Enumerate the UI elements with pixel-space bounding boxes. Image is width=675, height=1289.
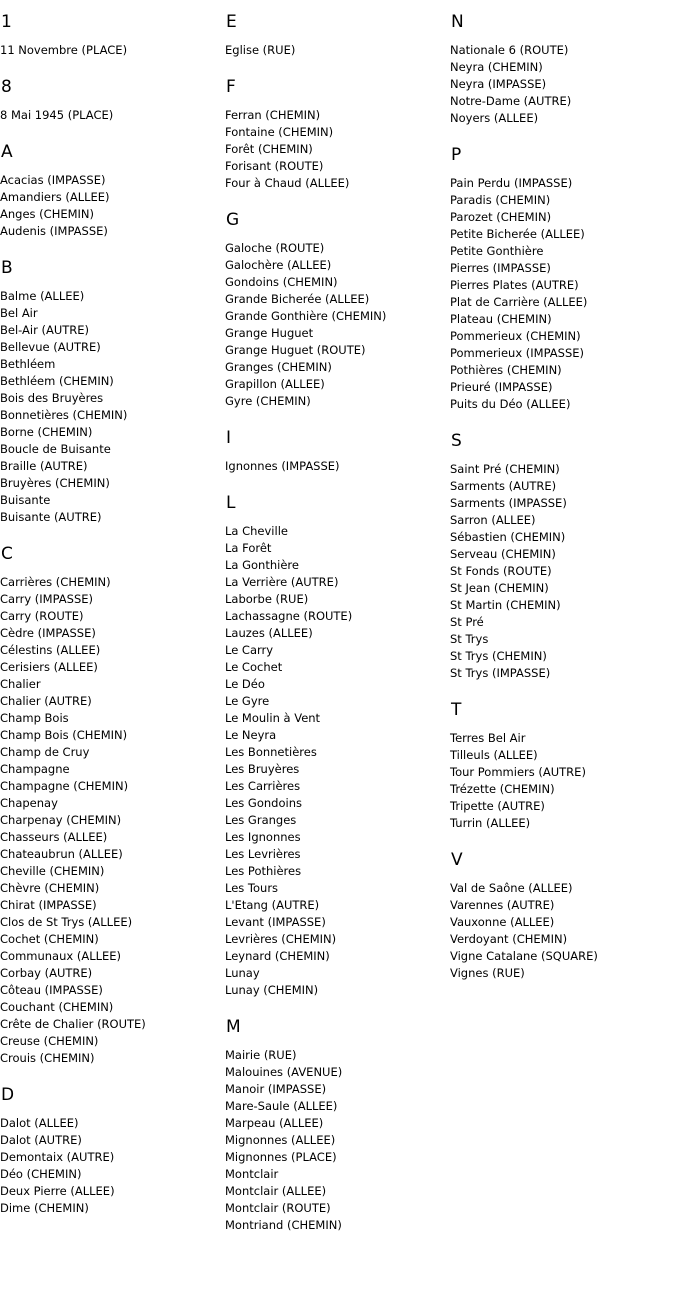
street-item: Bruyères (CHEMIN)	[0, 476, 110, 490]
street-list	[450, 42, 674, 127]
street-list	[0, 172, 224, 240]
street-item: Bois des Bruyères	[0, 391, 104, 405]
street-item: Mare-Saule (ALLEE)	[225, 1099, 338, 1113]
street-item: Carry (ROUTE)	[0, 609, 84, 623]
street-item: Manoir (IMPASSE)	[225, 1082, 327, 1096]
street-item: Pierres (IMPASSE)	[450, 261, 551, 275]
letter-section	[225, 77, 449, 192]
street-item: Bonnetières (CHEMIN)	[0, 408, 128, 422]
letter-section	[225, 12, 449, 59]
street-item: Pothières (CHEMIN)	[450, 363, 562, 377]
section-letter: E	[226, 12, 237, 32]
street-item: Braille (AUTRE)	[0, 459, 88, 473]
street-item: Fontaine (CHEMIN)	[225, 125, 334, 139]
street-item: Les Bruyères	[225, 762, 300, 776]
letter-section	[225, 1017, 449, 1234]
street-item: Dalot (ALLEE)	[0, 1116, 79, 1130]
street-item: Creuse (CHEMIN)	[0, 1034, 99, 1048]
street-item: Forisant (ROUTE)	[225, 159, 324, 173]
street-item: Audenis (IMPASSE)	[0, 224, 108, 238]
street-item: Parozet (CHEMIN)	[450, 210, 552, 224]
street-item: St Trys (CHEMIN)	[450, 649, 547, 663]
street-item: Les Granges	[225, 813, 297, 827]
street-item: Trézette (CHEMIN)	[450, 782, 555, 796]
section-letter: C	[1, 544, 13, 564]
street-item: Les Carrières	[225, 779, 301, 793]
street-item: Côteau (IMPASSE)	[0, 983, 103, 997]
street-item: Le Neyra	[225, 728, 277, 742]
street-list	[0, 107, 224, 124]
street-item: Amandiers (ALLEE)	[0, 190, 110, 204]
street-item: Deux Pierre (ALLEE)	[0, 1184, 115, 1198]
street-item: Boucle de Buisante	[0, 442, 111, 456]
street-item: Petite Bicherée (ALLEE)	[450, 227, 585, 241]
street-item: 8 Mai 1945 (PLACE)	[0, 108, 114, 122]
street-item: Champagne (CHEMIN)	[0, 779, 129, 793]
street-item: La Forêt	[225, 541, 272, 555]
street-item: Célestins (ALLEE)	[0, 643, 101, 657]
section-letter: D	[1, 1085, 15, 1105]
letter-section	[0, 544, 224, 1067]
street-item: Chapenay	[0, 796, 58, 810]
letter-section	[0, 77, 224, 124]
letter-section	[450, 12, 674, 127]
street-item: Nationale 6 (ROUTE)	[450, 43, 569, 57]
street-list	[450, 461, 674, 682]
street-item: Ferran (CHEMIN)	[225, 108, 321, 122]
street-item: Bellevue (AUTRE)	[0, 340, 101, 354]
street-item: Le Déo	[225, 677, 265, 691]
street-item: St Trys (IMPASSE)	[450, 666, 551, 680]
street-item: Carry (IMPASSE)	[0, 592, 94, 606]
section-letter: V	[451, 850, 463, 870]
section-letter: I	[226, 428, 232, 448]
street-item: Bethléem	[0, 357, 56, 371]
street-item: Laborbe (RUE)	[225, 592, 309, 606]
street-item: Carrières (CHEMIN)	[0, 575, 111, 589]
street-item: Four à Chaud (ALLEE)	[225, 176, 350, 190]
street-item: St Martin (CHEMIN)	[450, 598, 561, 612]
section-letter: 8	[1, 77, 12, 97]
street-item: St Trys	[450, 632, 489, 646]
street-item: Buisante (AUTRE)	[0, 510, 102, 524]
street-item: Le Moulin à Vent	[225, 711, 321, 725]
street-item: Crête de Chalier (ROUTE)	[0, 1017, 146, 1031]
section-letter: T	[451, 700, 462, 720]
street-item: Pierres Plates (AUTRE)	[450, 278, 579, 292]
street-item: Montclair (ALLEE)	[225, 1184, 327, 1198]
street-list	[0, 42, 224, 59]
street-item: Levant (IMPASSE)	[225, 915, 326, 929]
street-item: Mairie (RUE)	[225, 1048, 297, 1062]
street-item: Paradis (CHEMIN)	[450, 193, 551, 207]
section-letter: F	[226, 77, 236, 97]
street-item: Lunay (CHEMIN)	[225, 983, 319, 997]
street-item: Cèdre (IMPASSE)	[0, 626, 96, 640]
street-item: Pommerieux (CHEMIN)	[450, 329, 581, 343]
letter-section	[0, 1085, 224, 1217]
index-column-3	[450, 0, 674, 1000]
letter-section	[225, 428, 449, 475]
street-item: Turrin (ALLEE)	[450, 816, 531, 830]
street-item: Chateaubrun (ALLEE)	[0, 847, 123, 861]
street-item: Pain Perdu (IMPASSE)	[450, 176, 573, 190]
street-item: Granges (CHEMIN)	[225, 360, 332, 374]
street-item: Galochère (ALLEE)	[225, 258, 332, 272]
street-item: Tour Pommiers (AUTRE)	[450, 765, 586, 779]
street-item: Le Cochet	[225, 660, 283, 674]
section-letter: M	[226, 1017, 241, 1037]
street-item: Clos de St Trys (ALLEE)	[0, 915, 133, 929]
letter-section	[450, 145, 674, 413]
street-item: Champagne	[0, 762, 70, 776]
street-item: Serveau (CHEMIN)	[450, 547, 556, 561]
street-item: Verdoyant (CHEMIN)	[450, 932, 568, 946]
street-item: Bel-Air (AUTRE)	[0, 323, 90, 337]
street-list	[225, 42, 449, 59]
section-letter: 1	[1, 12, 12, 32]
letter-section	[450, 700, 674, 832]
street-item: St Jean (CHEMIN)	[450, 581, 549, 595]
street-item: Notre-Dame (AUTRE)	[450, 94, 572, 108]
street-item: Bel Air	[0, 306, 38, 320]
street-item: Lauzes (ALLEE)	[225, 626, 313, 640]
street-item: Gondoins (CHEMIN)	[225, 275, 338, 289]
street-item: Bethléem (CHEMIN)	[0, 374, 114, 388]
street-item: Borne (CHEMIN)	[0, 425, 93, 439]
street-item: Les Levrières	[225, 847, 301, 861]
section-letter: N	[451, 12, 464, 32]
street-item: Petite Gonthière	[450, 244, 544, 258]
street-item: Galoche (ROUTE)	[225, 241, 325, 255]
street-item: Noyers (ALLEE)	[450, 111, 539, 125]
letter-section	[225, 493, 449, 999]
street-item: Les Pothières	[225, 864, 302, 878]
street-item: Les Gondoins	[225, 796, 302, 810]
street-list	[0, 288, 224, 526]
street-item: Buisante	[0, 493, 51, 507]
street-item: Montclair	[225, 1167, 279, 1181]
street-item: Les Bonnetières	[225, 745, 317, 759]
street-item: Sarron (ALLEE)	[450, 513, 536, 527]
index-column-1	[0, 0, 224, 1235]
street-list	[225, 107, 449, 192]
street-item: Chalier (AUTRE)	[0, 694, 92, 708]
street-item: Cochet (CHEMIN)	[0, 932, 99, 946]
street-item: Balme (ALLEE)	[0, 289, 85, 303]
street-item: Neyra (IMPASSE)	[450, 77, 547, 91]
street-item: Couchant (CHEMIN)	[0, 1000, 114, 1014]
street-item: Eglise (RUE)	[225, 43, 296, 57]
street-item: Cheville (CHEMIN)	[0, 864, 105, 878]
street-item: Neyra (CHEMIN)	[450, 60, 543, 74]
letter-section	[225, 210, 449, 410]
street-item: Vigne Catalane (SQUARE)	[450, 949, 598, 963]
street-item: Forêt (CHEMIN)	[225, 142, 313, 156]
street-item: Val de Saône (ALLEE)	[450, 881, 573, 895]
street-item: Gyre (CHEMIN)	[225, 394, 311, 408]
street-item: Charpenay (CHEMIN)	[0, 813, 122, 827]
street-item: Plateau (CHEMIN)	[450, 312, 552, 326]
street-list	[225, 523, 449, 999]
street-item: Grange Huguet (ROUTE)	[225, 343, 366, 357]
street-item: Mignonnes (ALLEE)	[225, 1133, 336, 1147]
street-list	[225, 1047, 449, 1234]
street-item: Varennes (AUTRE)	[450, 898, 555, 912]
street-item: La Gonthière	[225, 558, 299, 572]
street-list	[0, 574, 224, 1067]
street-item: Levrières (CHEMIN)	[225, 932, 337, 946]
street-item: Corbay (AUTRE)	[0, 966, 93, 980]
street-item: Puits du Déo (ALLEE)	[450, 397, 571, 411]
street-item: Marpeau (ALLEE)	[225, 1116, 324, 1130]
street-item: Lachassagne (ROUTE)	[225, 609, 353, 623]
street-item: Terres Bel Air	[450, 731, 526, 745]
street-item: Tripette (AUTRE)	[450, 799, 545, 813]
section-letter: P	[451, 145, 462, 165]
street-item: Leynard (CHEMIN)	[225, 949, 330, 963]
street-item: Lunay	[225, 966, 260, 980]
street-item: Grande Gonthière (CHEMIN)	[225, 309, 387, 323]
street-item: Les Tours	[225, 881, 279, 895]
street-item: St Pré	[450, 615, 484, 629]
street-item: Vignes (RUE)	[450, 966, 525, 980]
street-item: Chirat (IMPASSE)	[0, 898, 97, 912]
street-item: L'Etang (AUTRE)	[225, 898, 320, 912]
street-list	[450, 730, 674, 832]
letter-section	[450, 850, 674, 982]
street-item: Sarments (AUTRE)	[450, 479, 557, 493]
street-item: Communaux (ALLEE)	[0, 949, 122, 963]
street-item: Demontaix (AUTRE)	[0, 1150, 115, 1164]
street-item: Ignonnes (IMPASSE)	[225, 459, 340, 473]
street-item: Sébastien (CHEMIN)	[450, 530, 566, 544]
street-item: Chèvre (CHEMIN)	[0, 881, 100, 895]
index-column-2	[225, 0, 449, 1252]
street-item: Tilleuls (ALLEE)	[450, 748, 538, 762]
street-item: Pommerieux (IMPASSE)	[450, 346, 585, 360]
letter-section	[0, 12, 224, 59]
street-item: Cerisiers (ALLEE)	[0, 660, 98, 674]
street-item: La Cheville	[225, 524, 288, 538]
street-item: Montriand (CHEMIN)	[225, 1218, 342, 1232]
letter-section	[0, 142, 224, 240]
section-letter: L	[226, 493, 236, 513]
street-list	[0, 1115, 224, 1217]
street-item: Saint Pré (CHEMIN)	[450, 462, 560, 476]
letter-section	[0, 258, 224, 526]
street-list	[450, 880, 674, 982]
street-item: Champ Bois	[0, 711, 69, 725]
letter-section	[450, 431, 674, 682]
street-item: Dime (CHEMIN)	[0, 1201, 89, 1215]
street-item: Plat de Carrière (ALLEE)	[450, 295, 588, 309]
street-item: Chalier	[0, 677, 41, 691]
street-item: Anges (CHEMIN)	[0, 207, 95, 221]
street-item: Montclair (ROUTE)	[225, 1201, 331, 1215]
street-list	[450, 175, 674, 413]
section-letter: B	[1, 258, 13, 278]
section-letter: A	[1, 142, 13, 162]
street-item: Grange Huguet	[225, 326, 314, 340]
street-item: Grapillon (ALLEE)	[225, 377, 325, 391]
street-item: Acacias (IMPASSE)	[0, 173, 106, 187]
street-item: Vauxonne (ALLEE)	[450, 915, 555, 929]
street-item: Prieuré (IMPASSE)	[450, 380, 553, 394]
street-item: St Fonds (ROUTE)	[450, 564, 552, 578]
street-item: Les Ignonnes	[225, 830, 301, 844]
street-item: Déo (CHEMIN)	[0, 1167, 82, 1181]
street-list	[225, 240, 449, 410]
street-item: La Verrière (AUTRE)	[225, 575, 339, 589]
street-list	[225, 458, 449, 475]
street-item: Mignonnes (PLACE)	[225, 1150, 337, 1164]
street-item: Crouis (CHEMIN)	[0, 1051, 95, 1065]
section-letter: G	[226, 210, 240, 230]
street-item: Sarments (IMPASSE)	[450, 496, 567, 510]
street-item: Grande Bicherée (ALLEE)	[225, 292, 370, 306]
street-item: Le Carry	[225, 643, 274, 657]
street-item: Champ Bois (CHEMIN)	[0, 728, 128, 742]
street-item: Champ de Cruy	[0, 745, 90, 759]
street-item: Dalot (AUTRE)	[0, 1133, 82, 1147]
street-item: 11 Novembre (PLACE)	[0, 43, 128, 57]
street-item: Malouines (AVENUE)	[225, 1065, 343, 1079]
section-letter: S	[451, 431, 462, 451]
street-item: Le Gyre	[225, 694, 270, 708]
street-item: Chasseurs (ALLEE)	[0, 830, 108, 844]
